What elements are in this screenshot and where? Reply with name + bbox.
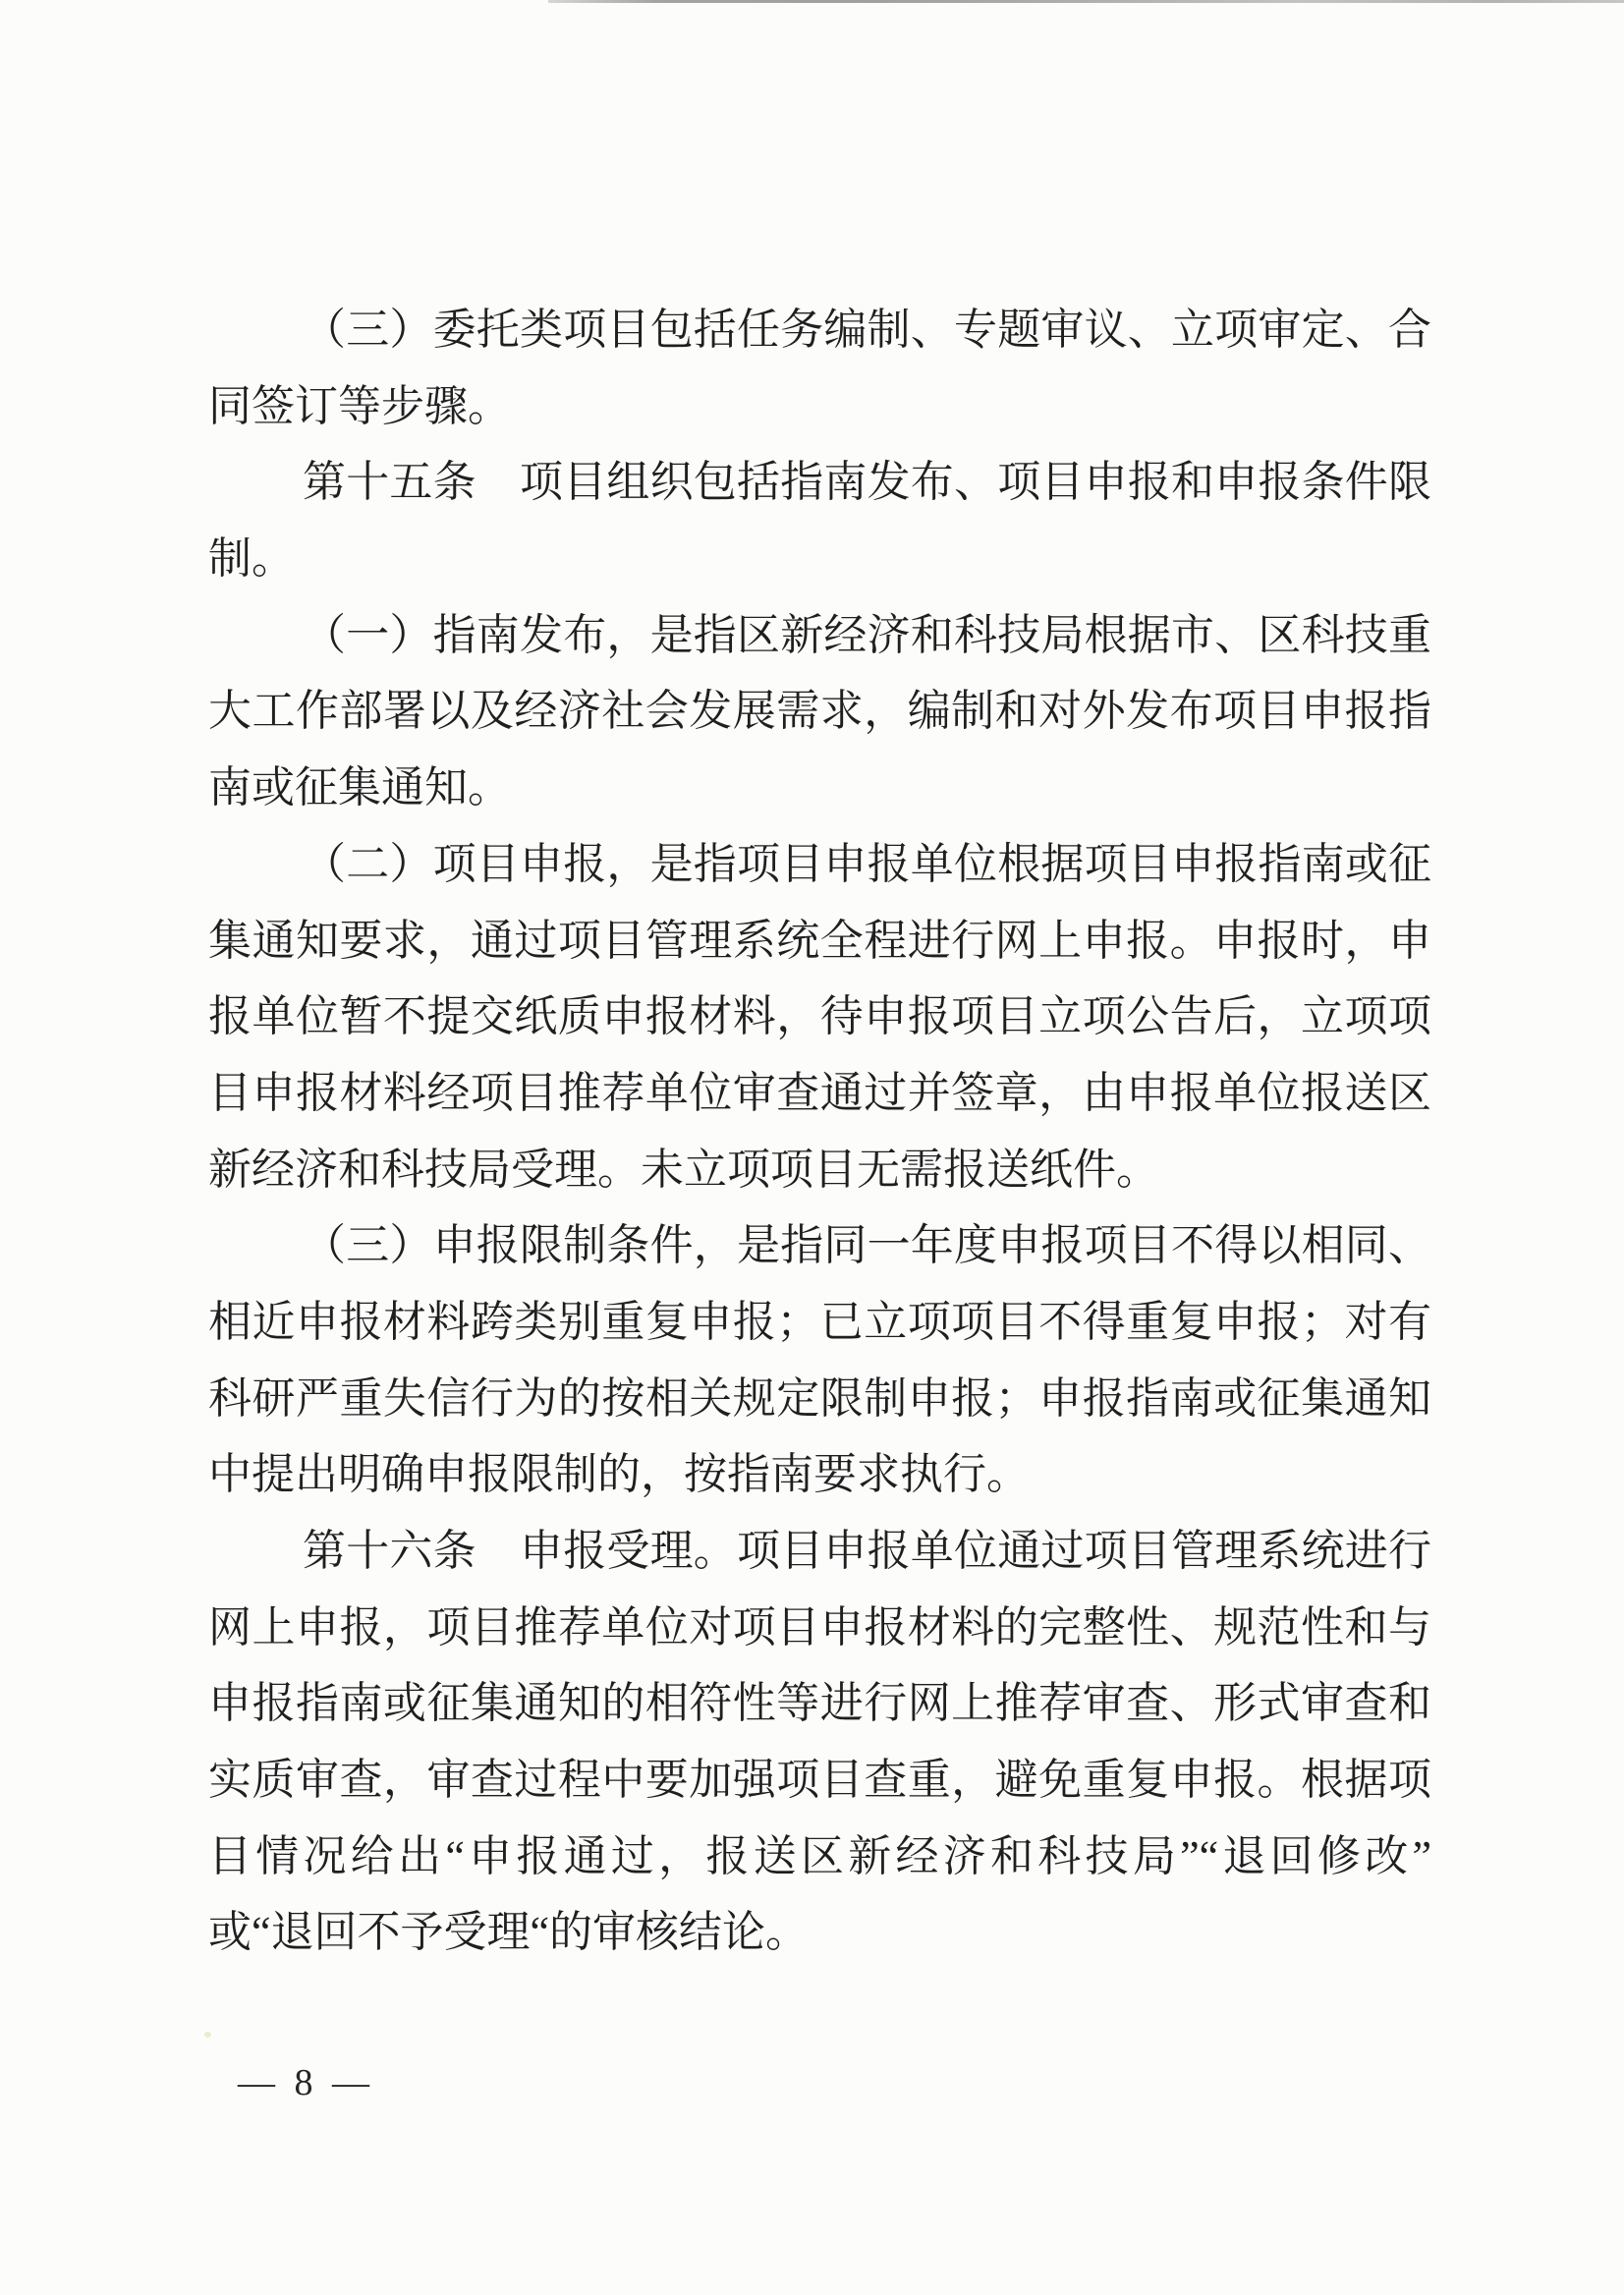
text-line: 第十五条 项目组织包括指南发布、项目申报和申报条件限	[303, 458, 1431, 507]
text-line: 网上申报，项目推荐单位对项目申报材料的完整性、规范性和与	[208, 1602, 1431, 1651]
text-line: 新经济和科技局受理。未立项项目无需报送纸件。	[208, 1145, 1159, 1194]
text-line: 同签订等步骤。	[208, 381, 511, 430]
text-line: 集通知要求，通过项目管理系统全程进行网上申报。申报时，申	[208, 916, 1431, 965]
text-line: （一）指南发布，是指区新经济和科技局根据市、区科技重	[303, 610, 1431, 659]
text-line: 申报指南或征集通知的相符性等进行网上推荐审查、形式审查和	[208, 1679, 1431, 1728]
text-line: 科研严重失信行为的按相关规定限制申报；申报指南或征集通知	[208, 1373, 1431, 1423]
scan-edge-artifact	[548, 0, 1624, 3]
text-line: 中提出明确申报限制的，按指南要求执行。	[208, 1450, 1030, 1499]
text-line: 南或征集通知。	[208, 763, 511, 812]
text-line: 报单位暂不提交纸质申报材料，待申报项目立项公告后，立项项	[208, 992, 1431, 1041]
text-line: 实质审查，审查过程中要加强项目查重，避免重复申报。根据项	[208, 1756, 1431, 1805]
text-line: 目申报材料经项目推荐单位审查通过并签章，由申报单位报送区	[208, 1068, 1431, 1117]
text-line: （三）委托类项目包括任务编制、专题审议、立项审定、合	[303, 306, 1431, 354]
text-line: （二）项目申报，是指项目申报单位根据项目申报指南或征	[303, 839, 1431, 888]
text-line: （三）申报限制条件，是指同一年度申报项目不得以相同、	[303, 1221, 1431, 1270]
text-line: 大工作部署以及经济社会发展需求，编制和对外发布项目申报指	[208, 687, 1431, 736]
text-line: 目情况给出“申报通过，报送区新经济和科技局”“退回修改”	[208, 1831, 1431, 1880]
text-line: 第十六条 申报受理。项目申报单位通过项目管理系统进行	[303, 1527, 1431, 1575]
scan-speck	[204, 2032, 211, 2038]
text-line: 或“退回不予受理“的审核结论。	[208, 1908, 810, 1957]
text-line: 相近申报材料跨类别重复申报；已立项项目不得重复申报；对有	[208, 1297, 1431, 1346]
text-line: 制。	[208, 534, 295, 584]
page-number: — 8 —	[238, 2062, 374, 2103]
document-body	[208, 292, 1431, 1971]
